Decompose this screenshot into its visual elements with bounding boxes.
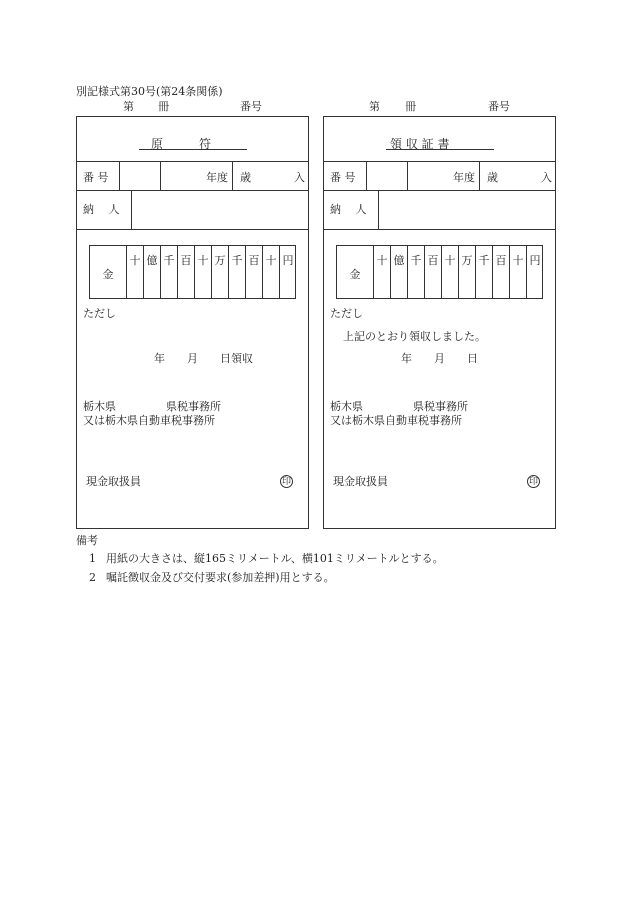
digit-cell: 万 (211, 246, 228, 298)
divider (160, 161, 161, 190)
digit-cell: 十 (373, 246, 390, 298)
digit-cell: 百 (492, 246, 509, 298)
amount-digit-grid (336, 245, 543, 299)
divider (119, 161, 120, 190)
seal-icon: 印 (281, 477, 291, 487)
amount-label: 金 (349, 268, 361, 281)
receipt-form (323, 116, 556, 529)
digit-cell: 億 (390, 246, 407, 298)
auto-tax-office-label: 又は栃木県自動車税事務所 (83, 414, 215, 427)
right-volume-label: 冊 (405, 100, 416, 113)
digit-cell: 十 (126, 246, 143, 298)
seal-icon: 印 (528, 477, 538, 487)
receipt-date: 年 月 日 (401, 352, 478, 365)
entry-label: 入 (294, 171, 305, 184)
year-label: 年度 (453, 171, 475, 184)
divider (366, 161, 367, 190)
form-label: 別記様式第30号(第24条関係) (76, 85, 223, 98)
remark-number: 1 (89, 552, 96, 565)
digit-cell: 十 (262, 246, 279, 298)
receipt-date: 年 月 日領収 (154, 352, 253, 365)
remark-text: 嘱託徴収金及び交付要求(参加差押)用とする。 (106, 571, 335, 584)
digit-cell: 円 (279, 246, 296, 298)
divider (77, 161, 308, 162)
prefecture-label: 栃木県 (83, 400, 116, 413)
divider (479, 161, 480, 190)
divider (232, 161, 233, 190)
digit-cell: 万 (458, 246, 475, 298)
age-label: 歳 (487, 171, 498, 184)
divider (324, 190, 555, 191)
payer-label: 納 人 (330, 203, 367, 216)
left-volume-label: 冊 (158, 100, 169, 113)
number-label: 番 号 (330, 171, 356, 184)
left-number-label: 番号 (240, 100, 262, 113)
remark-text: 用紙の大きさは、縦165ミリメートル、横101ミリメートルとする。 (106, 552, 444, 565)
original-stub-form (76, 116, 309, 529)
receipt-statement: 上記のとおり領収しました。 (343, 330, 486, 343)
amount-digit-grid (89, 245, 296, 299)
right-book-label: 第 (369, 100, 380, 113)
digit-cell: 十 (194, 246, 211, 298)
digit-cell: 百 (424, 246, 441, 298)
amount-label: 金 (102, 268, 114, 281)
form-title: 領 収 証 書 (390, 137, 450, 151)
entry-label: 入 (541, 171, 552, 184)
divider (77, 229, 308, 230)
left-book-label: 第 (123, 100, 134, 113)
form-title: 原 符 (151, 137, 212, 151)
auto-tax-office-label: 又は栃木県自動車税事務所 (330, 414, 462, 427)
digit-cell: 百 (245, 246, 262, 298)
note-label: ただし (330, 307, 363, 320)
divider (324, 229, 555, 230)
prefecture-label: 栃木県 (330, 400, 363, 413)
cashier-label: 現金取扱員 (86, 475, 141, 488)
divider (407, 161, 408, 190)
payer-label: 納 人 (83, 203, 120, 216)
digit-cell: 千 (228, 246, 245, 298)
note-label: ただし (83, 307, 116, 320)
digit-cell: 千 (407, 246, 424, 298)
number-label: 番 号 (83, 171, 109, 184)
digit-cell: 円 (526, 246, 543, 298)
digit-cell: 千 (160, 246, 177, 298)
remark-number: 2 (89, 571, 96, 584)
cashier-label: 現金取扱員 (333, 475, 388, 488)
right-number-label: 番号 (488, 100, 510, 113)
digit-cell: 十 (441, 246, 458, 298)
age-label: 歳 (240, 171, 251, 184)
divider (324, 161, 555, 162)
title-underline (386, 149, 494, 150)
divider (378, 190, 379, 229)
digit-cell: 千 (475, 246, 492, 298)
divider (77, 190, 308, 191)
year-label: 年度 (206, 171, 228, 184)
digit-cell: 十 (509, 246, 526, 298)
remarks-heading: 備考 (76, 534, 98, 547)
digit-cell: 億 (143, 246, 160, 298)
digit-cell: 百 (177, 246, 194, 298)
tax-office-label: 県税事務所 (166, 400, 221, 413)
tax-office-label: 県税事務所 (413, 400, 468, 413)
title-underline (139, 149, 247, 150)
divider (131, 190, 132, 229)
